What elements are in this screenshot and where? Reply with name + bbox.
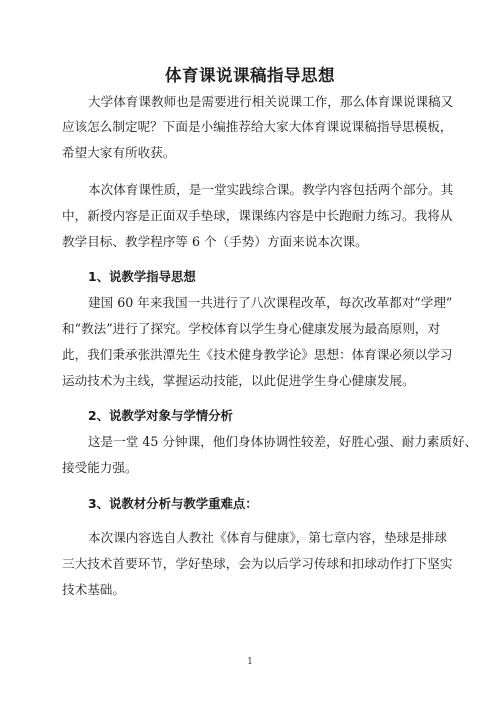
section-heading-1: 1、说教学指导思想 [88,269,196,284]
overview-line-2: 中，新授内容是正面双手垫球，课课练内容是中长跑耐力练习。我将从 [62,208,453,223]
document-title: 体育课说课稿指导思想 [165,66,335,85]
section1-line-4: 运动技术为主线，掌握运动技能，以此促进学生身心健康发展。 [62,373,415,388]
section3-line-2: 三大技术首要环节，学好垫球，会为以后学习传球和扣球动作打下坚实 [62,556,453,571]
section-heading-2: 2、说教学对象与学情分析 [88,408,233,423]
overview-line-3: 教学目标、教学程序等 6 个（手势）方面来说本次课。 [62,234,368,249]
page-number: 1 [247,657,253,667]
section1-line-2: 和“教法”进行了探究。学校体育以学生身心健康发展为最高原则，对 [62,321,441,336]
section1-line-1: 建国 60 年来我国一共进行了八次课程改革，每次改革都对“学理” [88,295,453,310]
section2-line-1: 这是一堂 45 分钟课，他们身体协调性较差，好胜心强、耐力素质好、 [88,434,478,449]
section1-line-3: 此，我们秉承张洪潭先生《技术健身教学论》思想：体育课必须以学习 [62,347,453,362]
intro-line-2: 应该怎么制定呢？下面是小编推荐给大家大体育课说课稿指导思模板， [62,119,453,134]
section3-line-3: 技术基础。 [62,582,125,597]
overview-line-1: 本次体育课性质，是一堂实践综合课。教学内容包括两个部分。其 [88,182,454,197]
section-heading-3: 3、说教材分析与教学重难点： [88,496,258,511]
intro-line-1: 大学体育课教师也是需要进行相关说课工作，那么体育课说课稿又 [88,94,454,109]
section2-line-2: 接受能力强。 [62,460,138,475]
section3-line-1: 本次课内容选自人教社《体育与健康》，第七章内容，垫球是排球 [88,530,447,545]
intro-line-3: 希望大家有所收获。 [62,145,176,160]
